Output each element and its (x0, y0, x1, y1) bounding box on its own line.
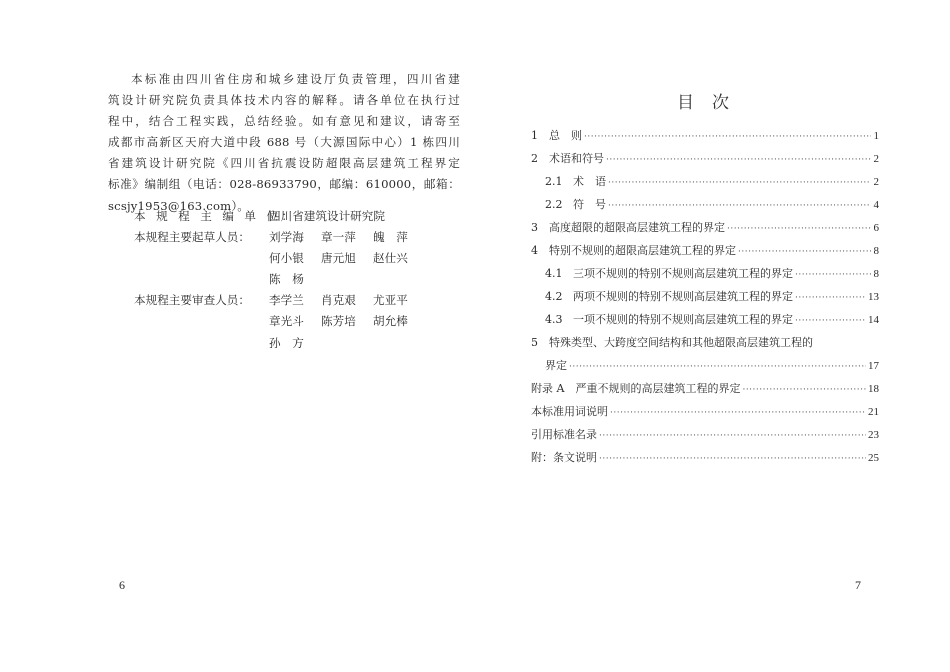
paragraph-line: 成都市高新区天府大道中段 688 号（大源国际中心）1 栋四川 (108, 135, 460, 150)
toc-entry[interactable] (531, 354, 879, 377)
toc-dot-leader (795, 310, 866, 333)
reviewer-name: 陈芳培 (321, 314, 356, 329)
preface-paragraph (108, 69, 460, 217)
toc-entry-title: 附：条文说明 (531, 451, 597, 464)
toc-entry-number: 1 (531, 129, 538, 142)
toc-entry[interactable] (531, 262, 879, 285)
reviewer-name: 李学兰 (269, 293, 304, 308)
reviewers-label: 本规程主要审查人员： (134, 293, 250, 308)
toc-dot-leader (608, 172, 871, 195)
drafter-name: 刘学海 (269, 230, 304, 245)
toc-entry-page: 21 (868, 406, 879, 418)
toc-entry-title: 界定 (545, 359, 567, 372)
drafter-name: 陈 杨 (269, 272, 304, 287)
paragraph-line: 标准》编制组（电话：028-86933790，邮编：610000，邮箱： (108, 177, 460, 192)
toc-entry[interactable] (531, 193, 879, 216)
toc-dot-leader (599, 425, 866, 448)
toc-entry-title: 术 语 (573, 175, 606, 188)
toc-entry-page: 2 (873, 153, 879, 165)
right-page (475, 0, 950, 672)
toc-entry[interactable] (531, 377, 879, 400)
page-number: 6 (119, 578, 125, 592)
toc-entry-title: 符 号 (573, 198, 606, 211)
editor-unit-label: 本 规 程 主 编 单 位： (134, 209, 297, 223)
toc-entry-number: 2.2 (545, 198, 563, 211)
staff-list (134, 206, 425, 354)
reviewer-name: 章光斗 (269, 314, 304, 329)
toc-entry-title: 术语和符号 (549, 152, 604, 165)
paragraph-line: 本标准由四川省住房和城乡建设厅负责管理，四川省建 (131, 72, 460, 86)
toc-entry-page: 4 (873, 199, 879, 211)
editor-unit-row (134, 206, 425, 227)
toc-dot-leader (606, 149, 871, 172)
drafter-name: 章一萍 (321, 230, 356, 245)
toc-entry[interactable] (531, 400, 879, 423)
toc-entry[interactable] (531, 446, 879, 469)
toc-entry[interactable] (531, 331, 879, 354)
editor-unit-value: 四川省建筑设计研究院 (269, 209, 385, 223)
toc-entry-title: 特殊类型、大跨度空间结构和其他超限高层建筑工程的 (549, 336, 813, 349)
toc-entry-page: 17 (868, 360, 879, 372)
toc-entry[interactable] (531, 170, 879, 193)
toc-entry-title: 引用标准名录 (531, 428, 597, 441)
toc-entry[interactable] (531, 285, 879, 308)
toc-dot-leader (795, 287, 866, 310)
toc-entry[interactable] (531, 423, 879, 446)
toc-entry-title: 附录 A 严重不规则的高层建筑工程的界定 (531, 382, 741, 395)
reviewers-row (134, 290, 425, 353)
toc-entry-page: 14 (868, 314, 879, 326)
toc-dot-leader (742, 379, 866, 402)
toc-entry-title: 两项不规则的特别不规则高层建筑工程的界定 (573, 290, 793, 303)
toc-entry[interactable] (531, 147, 879, 170)
toc-dot-leader (727, 218, 871, 241)
reviewer-name: 胡允棒 (373, 314, 408, 329)
toc-entry-title: 三项不规则的特别不规则高层建筑工程的界定 (573, 267, 793, 280)
toc-entry-title: 高度超限的超限高层建筑工程的界定 (549, 221, 725, 234)
reviewers-names (269, 290, 425, 353)
toc-entry-page: 8 (873, 268, 879, 280)
toc-entry-title: 本标准用词说明 (531, 405, 608, 418)
reviewer-name: 肖克艰 (321, 293, 356, 308)
toc-entry-title: 一项不规则的特别不规则高层建筑工程的界定 (573, 313, 793, 326)
paragraph-line: 程中，结合工程实践，总结经验。如有意见和建议，请寄至 (108, 114, 460, 129)
toc-entry[interactable] (531, 308, 879, 331)
toc-entry-number: 3 (531, 221, 538, 234)
toc-entry[interactable] (531, 216, 879, 239)
reviewer-name: 尤亚平 (373, 293, 408, 308)
toc-entry-title: 总 则 (549, 129, 582, 142)
toc-dot-leader (610, 402, 866, 425)
toc-entry-page: 1 (873, 130, 879, 142)
toc-entry-number: 4.3 (545, 313, 563, 326)
toc-dot-leader (795, 264, 871, 287)
table-of-contents (531, 124, 879, 469)
drafter-name: 唐元旭 (321, 251, 356, 266)
toc-dot-leader (584, 126, 871, 149)
toc-entry-page: 13 (868, 291, 879, 303)
toc-entry-number: 2 (531, 152, 538, 165)
paragraph-line: 省建筑设计研究院《四川省抗震设防超限高层建筑工程界定 (108, 156, 460, 171)
drafter-name: 何小银 (269, 251, 304, 266)
toc-entry-number: 4.2 (545, 290, 563, 303)
toc-dot-leader (608, 195, 871, 218)
toc-entry[interactable] (531, 239, 879, 262)
toc-entry-title: 特别不规则的超限高层建筑工程的界定 (549, 244, 736, 257)
drafters-row (134, 227, 425, 290)
toc-entry[interactable] (531, 124, 879, 147)
toc-dot-leader (599, 448, 866, 471)
toc-entry-page: 6 (873, 222, 879, 234)
toc-entry-page: 2 (873, 176, 879, 188)
toc-entry-number: 4.1 (545, 267, 563, 280)
drafters-names (269, 227, 425, 290)
page-number: 7 (855, 578, 861, 592)
toc-entry-number: 4 (531, 244, 538, 257)
drafter-name: 魄 萍 (373, 230, 408, 245)
reviewer-name: 孙 方 (269, 335, 304, 350)
toc-entry-page: 18 (868, 383, 879, 395)
toc-dot-leader (738, 241, 871, 264)
paragraph-line: scsjy1953@163.com）。 (108, 198, 250, 213)
toc-entry-page: 25 (868, 452, 879, 464)
drafter-name: 赵仕兴 (373, 251, 408, 266)
toc-dot-leader (569, 356, 866, 379)
toc-entry-number: 5 (531, 336, 538, 349)
drafters-label: 本规程主要起草人员： (134, 230, 250, 245)
paragraph-line: 筑设计研究院负责具体技术内容的解释。请各单位在执行过 (108, 93, 460, 108)
toc-entry-number: 2.1 (545, 175, 563, 188)
toc-entry-page: 23 (868, 429, 879, 441)
toc-title: 目次 (677, 93, 747, 113)
toc-entry-page: 8 (873, 245, 879, 257)
